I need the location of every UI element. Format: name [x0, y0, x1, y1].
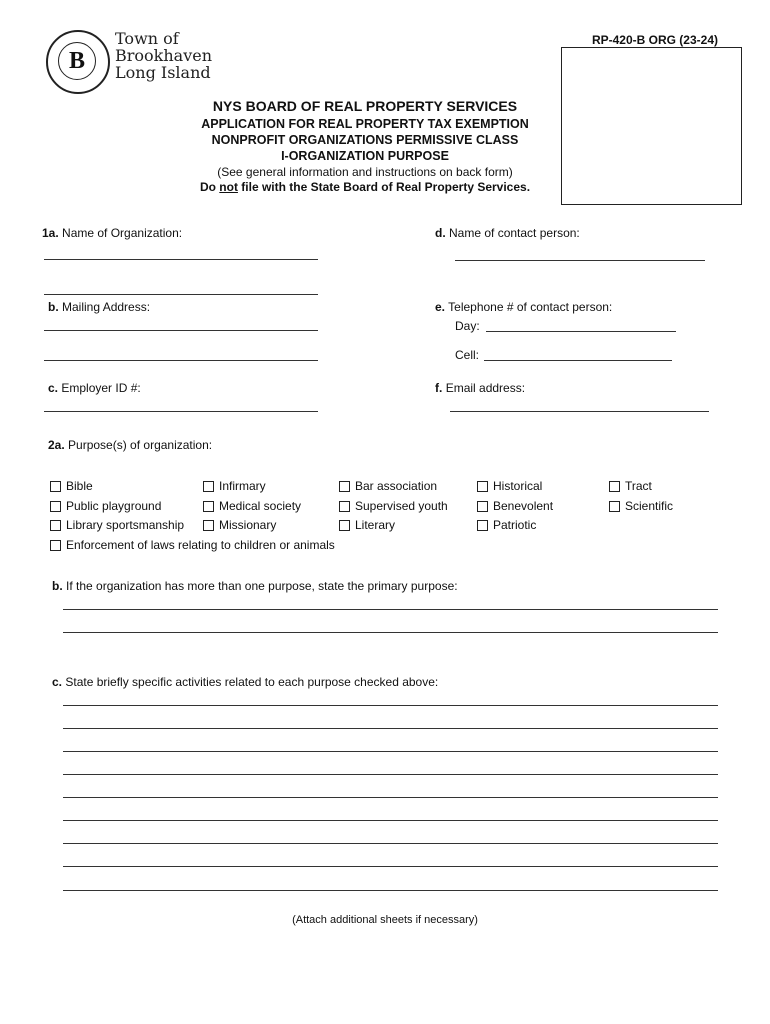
purpose-historical[interactable]: Historical — [477, 479, 542, 493]
purpose-medical-society[interactable]: Medical society — [203, 499, 301, 513]
purpose-infirmary[interactable]: Infirmary — [203, 479, 266, 493]
email-field[interactable] — [450, 411, 709, 412]
primary-purpose-line-2[interactable] — [63, 632, 718, 633]
filing-warning: Do not file with the State Board of Real Property Services. — [199, 180, 531, 194]
purpose-benevolent[interactable]: Benevolent — [477, 499, 553, 513]
telephone-cell-field[interactable] — [484, 360, 672, 361]
org-name-field[interactable] — [44, 259, 318, 260]
contact-person-field[interactable] — [455, 260, 705, 261]
logo-line-2: Brookhaven — [115, 46, 213, 65]
activities-line-5[interactable] — [63, 797, 718, 798]
telephone-day-field[interactable] — [486, 331, 676, 332]
agency-title: NYS BOARD OF REAL PROPERTY SERVICES — [212, 98, 518, 114]
purpose-missionary[interactable]: Missionary — [203, 518, 276, 532]
mailing-address-field[interactable] — [44, 330, 318, 331]
form-title-2: NONPROFIT ORGANIZATIONS PERMISSIVE CLASS — [211, 133, 519, 147]
purpose-enforcement-of-laws[interactable]: Enforcement of laws relating to children or animals — [50, 538, 335, 552]
telephone-day-label: Day: — [455, 319, 480, 333]
purpose-public-playground[interactable]: Public playground — [50, 499, 161, 513]
activities-line-6[interactable] — [63, 820, 718, 821]
seal-monogram: B — [58, 42, 96, 80]
primary-purpose-line-1[interactable] — [63, 609, 718, 610]
checkbox[interactable] — [339, 520, 350, 531]
checkbox[interactable] — [477, 481, 488, 492]
logo-line-1: Town of — [115, 29, 179, 48]
mailing-address-label: b. Mailing Address: — [48, 300, 151, 314]
checkbox[interactable] — [50, 520, 61, 531]
checkbox[interactable] — [609, 501, 620, 512]
logo-line-3: Long Island — [115, 63, 211, 82]
form-title-1: APPLICATION FOR REAL PROPERTY TAX EXEMPTION — [201, 117, 529, 131]
contact-person-label: d. Name of contact person: — [435, 226, 580, 240]
checkbox[interactable] — [203, 520, 214, 531]
purpose-bible[interactable]: Bible — [50, 479, 93, 493]
instructions-note: (See general information and instructions on back form) — [217, 165, 513, 179]
activities-label: c. State briefly specific activities related to each purpose checked above: — [52, 675, 439, 689]
mailing-address-field-2[interactable] — [44, 360, 318, 361]
form-title-3: I-ORGANIZATION PURPOSE — [281, 149, 449, 163]
activities-line-7[interactable] — [63, 843, 718, 844]
activities-line-9[interactable] — [63, 890, 718, 891]
checkbox[interactable] — [203, 501, 214, 512]
primary-purpose-label: b. If the organization has more than one purpose, state the primary purpose: — [52, 579, 458, 593]
checkbox[interactable] — [477, 501, 488, 512]
checkbox[interactable] — [50, 501, 61, 512]
purpose-library-sportsmanship[interactable]: Library sportsmanship — [50, 518, 184, 532]
telephone-label: e. Telephone # of contact person: — [435, 300, 613, 314]
employer-id-field[interactable] — [44, 411, 318, 412]
form-number: RP-420-B ORG (23-24) — [591, 33, 718, 47]
purposes-label: 2a. Purpose(s) of organization: — [48, 438, 213, 452]
assessor-stamp-box — [561, 47, 742, 205]
org-name-field-2[interactable] — [44, 294, 318, 295]
checkbox[interactable] — [609, 481, 620, 492]
activities-line-3[interactable] — [63, 751, 718, 752]
checkbox[interactable] — [203, 481, 214, 492]
activities-line-1[interactable] — [63, 705, 718, 706]
town-seal-icon — [46, 30, 110, 94]
checkbox[interactable] — [339, 501, 350, 512]
checkbox[interactable] — [339, 481, 350, 492]
purpose-supervised-youth[interactable]: Supervised youth — [339, 499, 448, 513]
checkbox[interactable] — [50, 540, 61, 551]
employer-id-label: c. Employer ID #: — [48, 381, 141, 395]
purpose-scientific[interactable]: Scientific — [609, 499, 673, 513]
purpose-bar-association[interactable]: Bar association — [339, 479, 437, 493]
attach-sheets-note: (Attach additional sheets if necessary) — [292, 914, 478, 926]
purpose-tract[interactable]: Tract — [609, 479, 652, 493]
checkbox[interactable] — [50, 481, 61, 492]
activities-line-4[interactable] — [63, 774, 718, 775]
org-name-label: 1a. Name of Organization: — [42, 226, 183, 240]
purpose-literary[interactable]: Literary — [339, 518, 395, 532]
purpose-patriotic[interactable]: Patriotic — [477, 518, 536, 532]
activities-line-2[interactable] — [63, 728, 718, 729]
checkbox[interactable] — [477, 520, 488, 531]
telephone-cell-label: Cell: — [455, 348, 480, 362]
email-label: f. Email address: — [435, 381, 526, 395]
activities-line-8[interactable] — [63, 866, 718, 867]
